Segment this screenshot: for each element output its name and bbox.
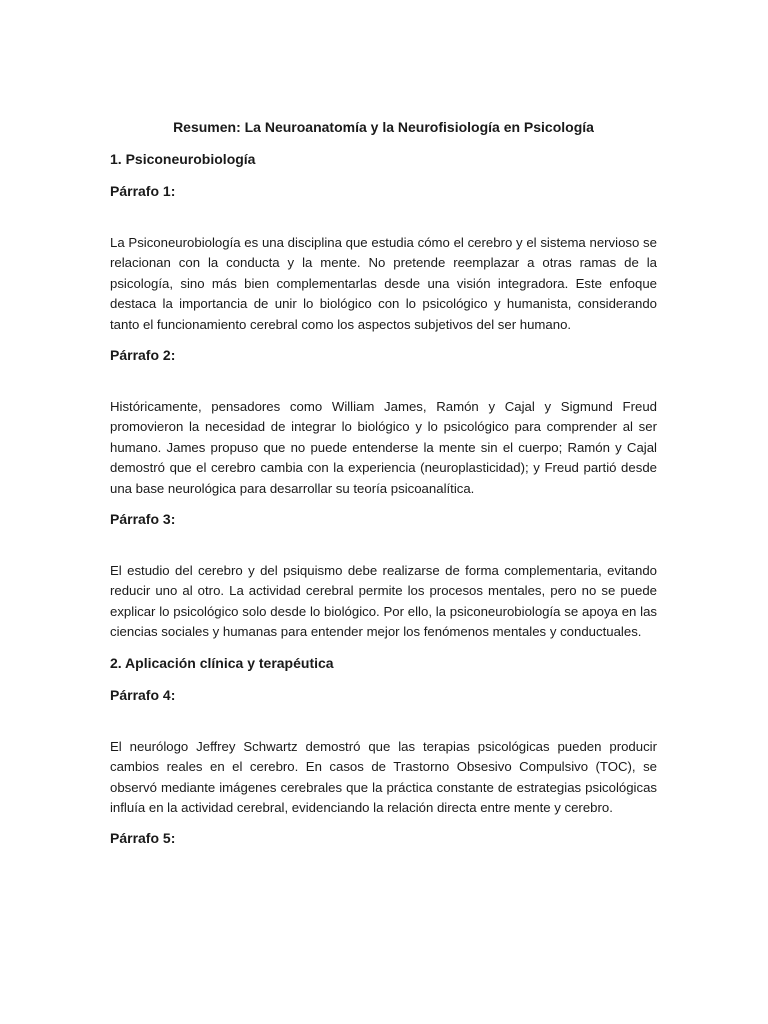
section-aplicacion-clinica [110,653,657,849]
paragraph-label: Párrafo 5: [110,830,176,847]
document-title: Resumen: La Neuroanatomía y la Neurofisiología en Psicología [173,119,594,135]
paragraph-label: Párrafo 4: [110,686,176,703]
section-heading: 1. Psiconeurobiología [110,151,256,167]
paragraph-text: Históricamente, pensadores como William James, Ramón y Cajal y Sigmund Freud promovieron la necesidad de integrar lo biológico y lo psicológico para comprender al ser humano. James propuso que no puede entenderse la mente sin el cuerpo; Ramón y Cajal demostró que el cerebro cambia con la experiencia (neuroplasticidad); y Freud partió desde una base neurológica para desarrollar su teoría psicoanalítica. [110,399,657,496]
paragraph-text: El estudio del cerebro y del psiquismo debe realizarse de forma complementaria, evitando reducir uno al otro. La actividad cerebral permite los procesos mentales, pero no se puede explicar lo psicológico solo desde lo biológico. Por ello, la psiconeurobiología se apoya en las ciencias sociales y humanas para entender mejor los fenómenos mentales y conductuales. [110,563,657,640]
document-content [110,117,657,880]
section-psiconeurobiologia [110,149,657,643]
paragraph-text: La Psiconeurobiología es una disciplina que estudia cómo el cerebro y el sistema nervioso se relacionan con la conducta y la mente. No pretende reemplazar a otras ramas de la psicología, sino más bien complementarlas desde una visión integradora. Este enfoque destaca la importancia de unir lo biológico con lo psicológico y humanista, considerando tanto el funcionamiento cerebral como los aspectos subjetivos del ser humano. [110,235,657,332]
paragraph-label: Párrafo 2: [110,347,176,364]
paragraph-label: Párrafo 1: [110,183,176,199]
paragraph-text: El neurólogo Jeffrey Schwartz demostró que las terapias psicológicas pueden producir cambios reales en el cerebro. En casos de Trastorno Obsesivo Compulsivo (TOC), se observó mediante imágenes cerebrales que la práctica constante de estrategias psicológicas influía en la actividad cerebral, evidenciando la relación directa entre mente y cerebro. [110,738,657,815]
paragraph-label: Párrafo 3: [110,511,176,528]
section-heading: 2. Aplicación clínica y terapéutica [110,654,334,671]
